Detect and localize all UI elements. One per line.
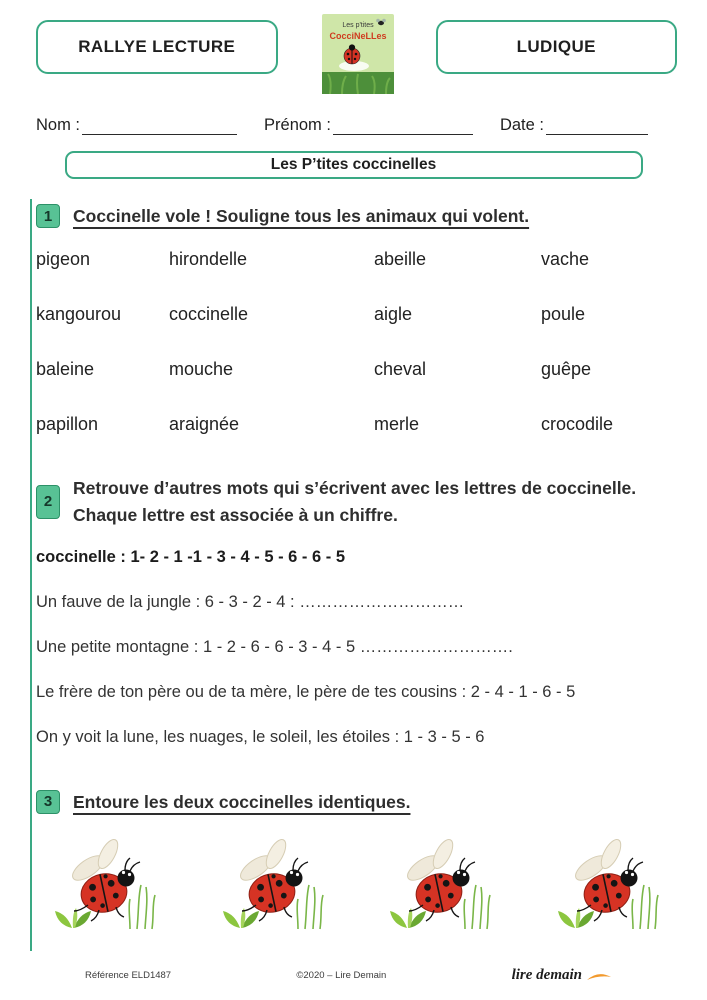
word-cell: mouche	[169, 359, 234, 380]
section-3-heading: Entoure les deux coccinelles identiques.	[73, 791, 411, 812]
word-cell: merle	[374, 414, 420, 435]
word-cell: pigeon	[36, 249, 91, 270]
prenom-label: Prénom :	[264, 116, 331, 134]
ladybug-image-4	[545, 837, 675, 932]
worksheet-title: Les P’tites coccinelles	[270, 156, 437, 173]
footer	[0, 967, 707, 984]
section-3-number: 3	[36, 790, 60, 814]
book-title-line1: Les p'tites	[341, 22, 374, 29]
date-label: Date :	[499, 116, 544, 134]
ladybug-image-3	[377, 837, 507, 932]
section-1	[36, 203, 681, 469]
worksheet-title-box	[65, 151, 643, 179]
clue-line: Le frère de ton père ou de ta mère, le père de tes cousins : 2 - 4 - 1 - 6 - 5	[36, 682, 576, 701]
word-cell: hirondelle	[169, 249, 248, 270]
word-cell: poule	[541, 304, 586, 325]
section-1-heading: Coccinelle vole ! Souligne tous les animaux qui volent.	[73, 206, 530, 226]
ladybug-image-1	[42, 837, 172, 932]
clue-line: Une petite montagne : 1 - 2 - 6 - 6 - 3 - 4 - 5 ……………………….	[36, 637, 513, 656]
clue-line: On y voit la lune, les nuages, le soleil, les étoiles : 1 - 3 - 5 - 6	[36, 727, 485, 746]
book-cover-art	[322, 14, 394, 94]
footer-reference: Référence ELD1487	[85, 970, 172, 981]
word-cell: abeille	[374, 249, 427, 270]
section-2-heading: Retrouve d’autres mots qui s’écrivent avec les lettres de coccinelle. Chaque lettre est associée à un chiffre.	[73, 478, 637, 525]
book-title-line2: CocciNeLLes	[328, 31, 387, 41]
word-cell: crocodile	[541, 414, 614, 435]
rallye-lecture-box	[36, 20, 278, 74]
word-cell: guêpe	[541, 359, 592, 380]
worksheet-content	[0, 203, 707, 932]
identity-row	[36, 116, 677, 135]
ludique-label: LUDIQUE	[516, 37, 596, 56]
lire-demain-logo	[512, 967, 612, 984]
word-cell: araignée	[169, 414, 240, 435]
ladybug-image-2	[210, 837, 340, 932]
book-cover-image	[322, 14, 394, 94]
animal-word-grid	[36, 249, 681, 469]
word-cell: aigle	[374, 304, 413, 325]
nom-label: Nom :	[36, 116, 81, 134]
word-cell: kangourou	[36, 304, 122, 325]
footer-copyright: ©2020 – Lire Demain	[296, 970, 387, 981]
section-3-header	[36, 789, 681, 815]
section-2	[36, 475, 681, 747]
logo-text: lire demain	[511, 967, 582, 983]
clue-line: Un fauve de la jungle : 6 - 3 - 2 - 4 : …………………………	[36, 592, 465, 611]
header-row	[36, 14, 677, 94]
coccinelle-code-line: coccinelle : 1- 2 - 1 -1 - 3 - 4 - 5 - 6 - 6 - 5	[36, 547, 346, 566]
section-3	[36, 789, 681, 932]
logo-swoosh-icon	[586, 969, 612, 983]
word-cell: baleine	[36, 359, 95, 380]
nom-write-line	[82, 117, 237, 135]
word-cell: coccinelle	[169, 304, 249, 325]
date-write-line	[546, 117, 648, 135]
section-1-header	[36, 203, 681, 229]
word-cell: cheval	[374, 359, 427, 380]
section-2-header	[36, 475, 681, 528]
ladybug-row	[42, 837, 675, 932]
ludique-box	[436, 20, 678, 74]
word-cell: vache	[541, 249, 590, 270]
section-2-number: 2	[36, 485, 60, 519]
section-1-number: 1	[36, 204, 60, 228]
word-cell: papillon	[36, 414, 99, 435]
prenom-write-line	[333, 117, 473, 135]
rallye-lecture-label: RALLYE LECTURE	[78, 37, 236, 56]
